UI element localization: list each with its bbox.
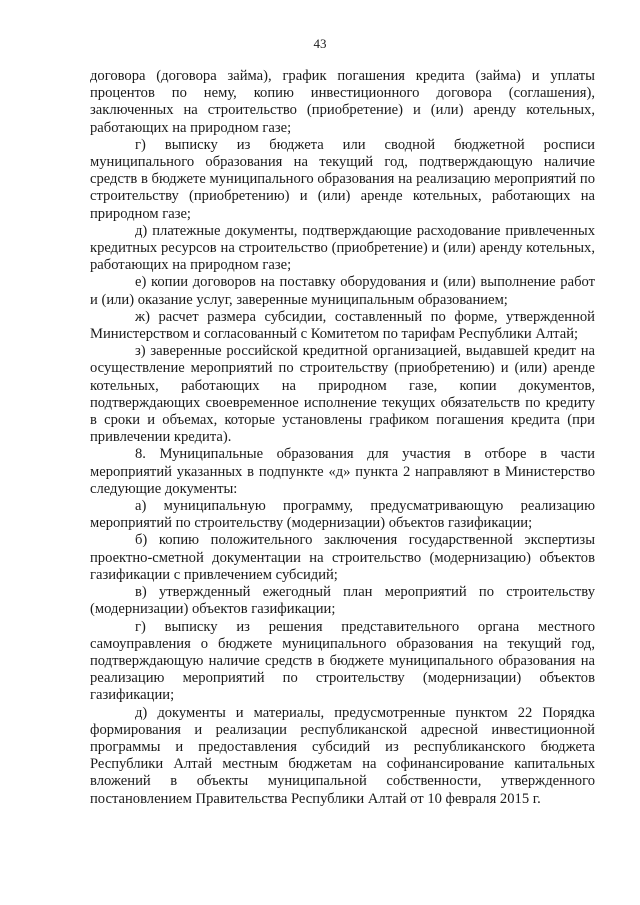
page-number: 43 — [313, 36, 327, 51]
paragraph: в) утвержденный ежегодный план мероприятий по строительству (модернизации) объектов газификации; — [90, 584, 595, 618]
paragraph: а) муниципальную программу, предусматривающую реализацию мероприятий по строительству (модернизации) объектов газификации; — [90, 498, 595, 532]
paragraph: д) документы и материалы, предусмотренные пунктом 22 Порядка формирования и реализации республиканской адресной инвестиционной программы и предоставления субсидий из республиканского бюджета Республики Алтай местным бюджетам на софинансирование капитальных вложений в объекты муниципальной собственности, утвержденного постановлением Правительства Республики Алтай от 10 февраля 2015 г. — [90, 704, 595, 807]
paragraph: ж) расчет размера субсидии, составленный по форме, утвержденной Министерством и согласованный с Комитетом по тарифам Республики Алтай; — [90, 308, 595, 343]
document-body — [90, 68, 595, 808]
paragraph: 8. Муниципальные образования для участия в отборе в части мероприятий указанных в подпункте «д» пункта 2 направляют в Министерство следующие документы: — [90, 446, 595, 497]
paragraph: е) копии договоров на поставку оборудования и (или) выполнение работ и (или) оказание услуг, заверенные муниципальным образованием; — [90, 274, 595, 308]
paragraph: г) выписку из бюджета или сводной бюджетной росписи муниципального образования на текущий год, подтверждающую наличие средств в бюджете муниципального образования на реализацию мероприятий по строительству (приобретению) и (или) аренде котельных, работающих на природном газе; — [90, 136, 595, 222]
paragraph: г) выписку из решения представительного органа местного самоуправления о бюджете муниципального образования на текущий год, подтверждающую наличие средств в бюджете муниципального образования на реализацию мероприятий по строительству (модернизации) объектов газификации; — [90, 618, 595, 704]
paragraph: договора (договора займа), график погашения кредита (займа) и уплаты процентов по нему, копию инвестиционного договора (соглашения), заключенных на строительство (приобретение) и (или) аренду котельных, работающих на природном газе; — [90, 68, 595, 136]
paragraph: б) копию положительного заключения государственной экспертизы проектно-сметной документации на строительство (модернизацию) объектов газификации с привлечением субсидий; — [90, 532, 595, 583]
paragraph: д) платежные документы, подтверждающие расходование привлеченных кредитных ресурсов на строительство (приобретение) и (или) аренду котельных, работающих на природном газе; — [90, 222, 595, 274]
paragraph: з) заверенные российской кредитной организацией, выдавшей кредит на осуществление мероприятий по строительству (приобретению) и (или) аренде котельных, работающих на природном газе, копии документов, подтверждающих своевременное исполнение текущих обязательств по кредиту в сроки и объемах, которые установлены графиком погашения кредита (при привлечении кредита). — [90, 343, 595, 446]
